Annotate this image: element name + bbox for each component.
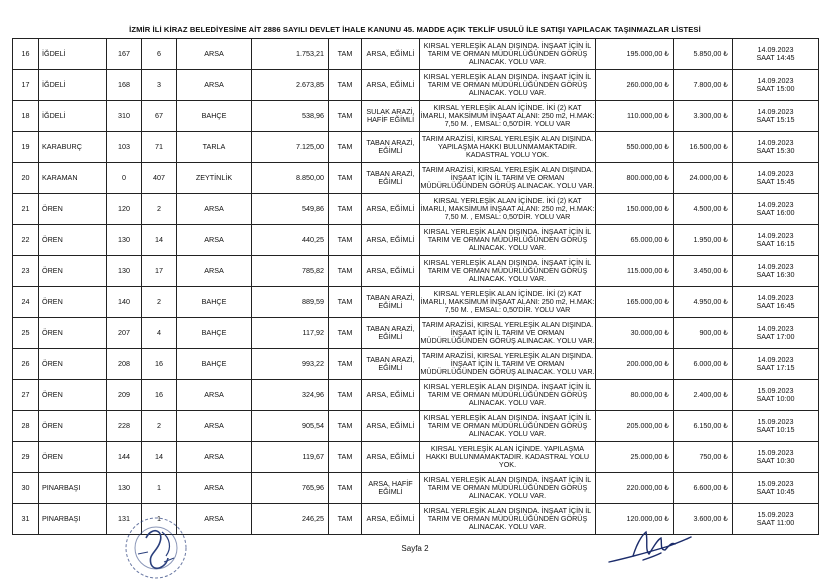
auction-date: 14.09.2023 bbox=[757, 262, 794, 271]
parcel-number: 2 bbox=[142, 194, 177, 225]
zoning-notes: KIRSAL YERLEŞİK ALAN İÇİNDE. İKİ (2) KAT İMARLI, MAKSİMUM İNŞAAT ALANI: 250 m2, H.MAK: 7,50 M. , EMSAL: 0,50'DİR. YOLU VAR bbox=[420, 194, 596, 225]
table-row bbox=[13, 380, 819, 411]
neighborhood: ÖREN bbox=[39, 442, 107, 473]
row-number: 22 bbox=[13, 225, 39, 256]
document-title: İZMİR İLİ KİRAZ BELEDİYESİNE AİT 2886 SAYILI DEVLET İHALE KANUNU 45. MADDE AÇIK TEKLİF USULÜ İLE SATIŞI YAPILACAK TAŞINMAZLAR LİSTESİ bbox=[129, 25, 701, 34]
table-row bbox=[13, 132, 819, 163]
row-number: 29 bbox=[13, 442, 39, 473]
share: TAM bbox=[329, 225, 362, 256]
land-description: ARSA, EĞİMLİ bbox=[362, 39, 420, 70]
land-type: ARSA bbox=[177, 70, 252, 101]
row-number: 25 bbox=[13, 318, 39, 349]
area: 993,22 bbox=[252, 349, 329, 380]
estimated-price: 550.000,00 ₺ bbox=[596, 132, 674, 163]
table-row bbox=[13, 194, 819, 225]
parcel-number: 2 bbox=[142, 411, 177, 442]
share: TAM bbox=[329, 473, 362, 504]
share: TAM bbox=[329, 318, 362, 349]
area: 117,92 bbox=[252, 318, 329, 349]
auction-datetime bbox=[733, 70, 819, 101]
deposit-amount: 6.150,00 ₺ bbox=[674, 411, 733, 442]
land-type: ARSA bbox=[177, 442, 252, 473]
zoning-notes: KIRSAL YERLEŞİK ALAN DIŞINDA. İNŞAAT İÇİN İL TARIM VE ORMAN MÜDÜRLÜĞÜNDEN GÖRÜŞ ALINACAK. YOLU VAR. bbox=[420, 225, 596, 256]
parcel-number: 14 bbox=[142, 442, 177, 473]
neighborhood: ÖREN bbox=[39, 380, 107, 411]
parcel-number: 6 bbox=[142, 39, 177, 70]
auction-datetime bbox=[733, 411, 819, 442]
row-number: 26 bbox=[13, 349, 39, 380]
auction-date: 15.09.2023 bbox=[757, 386, 794, 395]
estimated-price: 30.000,00 ₺ bbox=[596, 318, 674, 349]
neighborhood: İĞDELİ bbox=[39, 39, 107, 70]
estimated-price: 205.000,00 ₺ bbox=[596, 411, 674, 442]
auction-time: SAAT 16:15 bbox=[756, 239, 795, 248]
auction-date: 14.09.2023 bbox=[757, 324, 794, 333]
auction-datetime bbox=[733, 225, 819, 256]
auction-date: 14.09.2023 bbox=[757, 76, 794, 85]
table-row bbox=[13, 473, 819, 504]
land-type: ARSA bbox=[177, 473, 252, 504]
estimated-price: 195.000,00 ₺ bbox=[596, 39, 674, 70]
estimated-price: 115.000,00 ₺ bbox=[596, 256, 674, 287]
deposit-amount: 7.800,00 ₺ bbox=[674, 70, 733, 101]
neighborhood: ÖREN bbox=[39, 256, 107, 287]
neighborhood: KARAMAN bbox=[39, 163, 107, 194]
auction-time: SAAT 11:00 bbox=[756, 518, 795, 527]
area: 549,86 bbox=[252, 194, 329, 225]
share: TAM bbox=[329, 380, 362, 411]
share: TAM bbox=[329, 287, 362, 318]
share: TAM bbox=[329, 132, 362, 163]
block-number: 209 bbox=[107, 380, 142, 411]
block-number: 130 bbox=[107, 256, 142, 287]
block-number: 207 bbox=[107, 318, 142, 349]
land-type: ARSA bbox=[177, 504, 252, 535]
estimated-price: 150.000,00 ₺ bbox=[596, 194, 674, 225]
auction-date: 14.09.2023 bbox=[757, 107, 794, 116]
auction-datetime bbox=[733, 380, 819, 411]
deposit-amount: 3.600,00 ₺ bbox=[674, 504, 733, 535]
auction-date: 15.09.2023 bbox=[757, 510, 794, 519]
zoning-notes: KIRSAL YERLEŞİK ALAN İÇİNDE. YAPILAŞMA HAKKI BULUNMAMAKTADIR. KADASTRAL YOLU YOK. bbox=[420, 442, 596, 473]
land-type: TARLA bbox=[177, 132, 252, 163]
auction-date: 14.09.2023 bbox=[757, 169, 794, 178]
land-description: ARSA, EĞİMLİ bbox=[362, 194, 420, 225]
zoning-notes: KIRSAL YERLEŞİK ALAN DIŞINDA. İNŞAAT İÇİN İL TARIM VE ORMAN MÜDÜRLÜĞÜNDEN GÖRÜŞ ALINACAK. YOLU VAR. bbox=[420, 380, 596, 411]
table-row bbox=[13, 163, 819, 194]
neighborhood: PINARBAŞI bbox=[39, 473, 107, 504]
table-body bbox=[13, 39, 819, 535]
page-number: Sayfa 2 bbox=[401, 544, 429, 553]
auction-date: 14.09.2023 bbox=[757, 200, 794, 209]
land-description: ARSA, EĞİMLİ bbox=[362, 70, 420, 101]
neighborhood: ÖREN bbox=[39, 411, 107, 442]
parcel-number: 3 bbox=[142, 70, 177, 101]
deposit-amount: 16.500,00 ₺ bbox=[674, 132, 733, 163]
land-description: SULAK ARAZİ, HAFİF EĞİMLİ bbox=[362, 101, 420, 132]
land-description: TABAN ARAZİ, EĞİMLİ bbox=[362, 287, 420, 318]
auction-datetime bbox=[733, 194, 819, 225]
zoning-notes: KIRSAL YERLEŞİK ALAN İÇİNDE. İKİ (2) KAT İMARLI, MAKSİMUM İNŞAAT ALANI: 250 m2, H.MAK: 7,50 M. , EMSAL: 0,50'DİR. YOLU VAR bbox=[420, 101, 596, 132]
auction-time: SAAT 17:00 bbox=[756, 332, 795, 341]
area: 440,25 bbox=[252, 225, 329, 256]
table-row bbox=[13, 442, 819, 473]
zoning-notes: TARIM ARAZİSİ, KIRSAL YERLEŞİK ALAN DIŞINDA. İNŞAAT İÇİN İL TARIM VE ORMAN MÜDÜRLÜĞÜNDEN GÖRÜŞ ALINACAK. YOLU VAR. bbox=[420, 349, 596, 380]
auction-date: 14.09.2023 bbox=[757, 293, 794, 302]
area: 889,59 bbox=[252, 287, 329, 318]
auction-datetime bbox=[733, 318, 819, 349]
land-type: ZEYTİNLİK bbox=[177, 163, 252, 194]
share: TAM bbox=[329, 442, 362, 473]
area: 765,96 bbox=[252, 473, 329, 504]
auction-time: SAAT 15:45 bbox=[756, 177, 795, 186]
zoning-notes: TARIM ARAZİSİ, KIRSAL YERLEŞİK ALAN DIŞINDA. İNŞAAT İÇİN İL TARIM VE ORMAN MÜDÜRLÜĞÜNDEN GÖRÜŞ ALINACAK. YOLU VAR. bbox=[420, 163, 596, 194]
auction-date: 14.09.2023 bbox=[757, 138, 794, 147]
block-number: 0 bbox=[107, 163, 142, 194]
area: 119,67 bbox=[252, 442, 329, 473]
deposit-amount: 24.000,00 ₺ bbox=[674, 163, 733, 194]
row-number: 31 bbox=[13, 504, 39, 535]
deposit-amount: 6.000,00 ₺ bbox=[674, 349, 733, 380]
zoning-notes: KIRSAL YERLEŞİK ALAN DIŞINDA. İNŞAAT İÇİN İL TARIM VE ORMAN MÜDÜRLÜĞÜNDEN GÖRÜŞ ALINACAK. YOLU VAR. bbox=[420, 70, 596, 101]
estimated-price: 260.000,00 ₺ bbox=[596, 70, 674, 101]
land-type: ARSA bbox=[177, 39, 252, 70]
row-number: 17 bbox=[13, 70, 39, 101]
block-number: 144 bbox=[107, 442, 142, 473]
share: TAM bbox=[329, 163, 362, 194]
block-number: 130 bbox=[107, 225, 142, 256]
estimated-price: 25.000,00 ₺ bbox=[596, 442, 674, 473]
row-number: 18 bbox=[13, 101, 39, 132]
land-description: TABAN ARAZİ, EĞİMLİ bbox=[362, 349, 420, 380]
table-row bbox=[13, 318, 819, 349]
neighborhood: ÖREN bbox=[39, 349, 107, 380]
auction-date: 15.09.2023 bbox=[757, 448, 794, 457]
share: TAM bbox=[329, 349, 362, 380]
area: 8.850,00 bbox=[252, 163, 329, 194]
row-number: 28 bbox=[13, 411, 39, 442]
estimated-price: 800.000,00 ₺ bbox=[596, 163, 674, 194]
block-number: 140 bbox=[107, 287, 142, 318]
land-type: BAHÇE bbox=[177, 349, 252, 380]
neighborhood: KARABURÇ bbox=[39, 132, 107, 163]
zoning-notes: KIRSAL YERLEŞİK ALAN DIŞINDA. İNŞAAT İÇİN İL TARIM VE ORMAN MÜDÜRLÜĞÜNDEN GÖRÜŞ ALINACAK. YOLU VAR. bbox=[420, 39, 596, 70]
land-description: ARSA, HAFİF EĞİMLİ bbox=[362, 473, 420, 504]
zoning-notes: TARIM ARAZİSİ, KIRSAL YERLEŞİK ALAN DIŞINDA. YAPILAŞMA HAKKI BULUNMAMAKTADIR. KADASTRAL YOLU YOK. bbox=[420, 132, 596, 163]
neighborhood: ÖREN bbox=[39, 318, 107, 349]
estimated-price: 165.000,00 ₺ bbox=[596, 287, 674, 318]
land-type: ARSA bbox=[177, 380, 252, 411]
block-number: 167 bbox=[107, 39, 142, 70]
estimated-price: 200.000,00 ₺ bbox=[596, 349, 674, 380]
land-type: ARSA bbox=[177, 411, 252, 442]
share: TAM bbox=[329, 194, 362, 225]
share: TAM bbox=[329, 504, 362, 535]
land-type: ARSA bbox=[177, 225, 252, 256]
neighborhood: İĞDELİ bbox=[39, 70, 107, 101]
area: 7.125,00 bbox=[252, 132, 329, 163]
deposit-amount: 750,00 ₺ bbox=[674, 442, 733, 473]
neighborhood: PINARBAŞI bbox=[39, 504, 107, 535]
auction-date: 15.09.2023 bbox=[757, 417, 794, 426]
auction-date: 14.09.2023 bbox=[757, 355, 794, 364]
block-number: 228 bbox=[107, 411, 142, 442]
auction-time: SAAT 16:30 bbox=[756, 270, 795, 279]
auction-date: 14.09.2023 bbox=[757, 231, 794, 240]
parcel-number: 1 bbox=[142, 473, 177, 504]
row-number: 23 bbox=[13, 256, 39, 287]
table-row bbox=[13, 349, 819, 380]
auction-datetime bbox=[733, 163, 819, 194]
auction-time: SAAT 17:15 bbox=[756, 363, 795, 372]
block-number: 310 bbox=[107, 101, 142, 132]
zoning-notes: TARIM ARAZİSİ, KIRSAL YERLEŞİK ALAN DIŞINDA. İNŞAAT İÇİN İL TARIM VE ORMAN MÜDÜRLÜĞÜNDEN GÖRÜŞ ALINACAK. YOLU VAR. bbox=[420, 318, 596, 349]
auction-datetime bbox=[733, 504, 819, 535]
land-description: TABAN ARAZİ, EĞİMLİ bbox=[362, 163, 420, 194]
land-description: ARSA, EĞİMLİ bbox=[362, 442, 420, 473]
auction-time: SAAT 15:00 bbox=[756, 84, 795, 93]
auction-datetime bbox=[733, 101, 819, 132]
area: 1.753,21 bbox=[252, 39, 329, 70]
deposit-amount: 4.500,00 ₺ bbox=[674, 194, 733, 225]
parcel-number: 71 bbox=[142, 132, 177, 163]
row-number: 21 bbox=[13, 194, 39, 225]
table-row bbox=[13, 101, 819, 132]
land-description: TABAN ARAZİ, EĞİMLİ bbox=[362, 318, 420, 349]
parcel-number: 407 bbox=[142, 163, 177, 194]
table-row bbox=[13, 39, 819, 70]
zoning-notes: KIRSAL YERLEŞİK ALAN DIŞINDA. İNŞAAT İÇİN İL TARIM VE ORMAN MÜDÜRLÜĞÜNDEN GÖRÜŞ ALINACAK. YOLU VAR. bbox=[420, 411, 596, 442]
land-description: TABAN ARAZİ, EĞİMLİ bbox=[362, 132, 420, 163]
table-row bbox=[13, 225, 819, 256]
area: 246,25 bbox=[252, 504, 329, 535]
table-row bbox=[13, 256, 819, 287]
deposit-amount: 2.400,00 ₺ bbox=[674, 380, 733, 411]
row-number: 30 bbox=[13, 473, 39, 504]
parcel-number: 14 bbox=[142, 225, 177, 256]
share: TAM bbox=[329, 101, 362, 132]
block-number: 130 bbox=[107, 473, 142, 504]
deposit-amount: 900,00 ₺ bbox=[674, 318, 733, 349]
deposit-amount: 3.450,00 ₺ bbox=[674, 256, 733, 287]
area: 324,96 bbox=[252, 380, 329, 411]
parcel-number: 17 bbox=[142, 256, 177, 287]
share: TAM bbox=[329, 70, 362, 101]
auction-datetime bbox=[733, 256, 819, 287]
neighborhood: ÖREN bbox=[39, 225, 107, 256]
block-number: 131 bbox=[107, 504, 142, 535]
property-table bbox=[12, 38, 819, 535]
row-number: 16 bbox=[13, 39, 39, 70]
auction-time: SAAT 15:30 bbox=[756, 146, 795, 155]
auction-time: SAAT 10:00 bbox=[756, 394, 795, 403]
row-number: 27 bbox=[13, 380, 39, 411]
zoning-notes: KIRSAL YERLEŞİK ALAN DIŞINDA. İNŞAAT İÇİN İL TARIM VE ORMAN MÜDÜRLÜĞÜNDEN GÖRÜŞ ALINACAK. YOLU VAR. bbox=[420, 473, 596, 504]
auction-time: SAAT 16:45 bbox=[756, 301, 795, 310]
share: TAM bbox=[329, 39, 362, 70]
auction-date: 14.09.2023 bbox=[757, 45, 794, 54]
zoning-notes: KIRSAL YERLEŞİK ALAN DIŞINDA. İNŞAAT İÇİN İL TARIM VE ORMAN MÜDÜRLÜĞÜNDEN GÖRÜŞ ALINACAK. YOLU VAR. bbox=[420, 504, 596, 535]
land-type: ARSA bbox=[177, 194, 252, 225]
land-description: ARSA, EĞİMLİ bbox=[362, 380, 420, 411]
auction-time: SAAT 10:45 bbox=[756, 487, 795, 496]
row-number: 24 bbox=[13, 287, 39, 318]
row-number: 20 bbox=[13, 163, 39, 194]
block-number: 208 bbox=[107, 349, 142, 380]
area: 905,54 bbox=[252, 411, 329, 442]
estimated-price: 120.000,00 ₺ bbox=[596, 504, 674, 535]
auction-datetime bbox=[733, 349, 819, 380]
auction-time: SAAT 15:15 bbox=[756, 115, 795, 124]
land-type: ARSA bbox=[177, 256, 252, 287]
neighborhood: ÖREN bbox=[39, 287, 107, 318]
estimated-price: 110.000,00 ₺ bbox=[596, 101, 674, 132]
zoning-notes: KIRSAL YERLEŞİK ALAN DIŞINDA. İNŞAAT İÇİN İL TARIM VE ORMAN MÜDÜRLÜĞÜNDEN GÖRÜŞ ALINACAK. YOLU VAR. bbox=[420, 256, 596, 287]
deposit-amount: 1.950,00 ₺ bbox=[674, 225, 733, 256]
land-type: BAHÇE bbox=[177, 318, 252, 349]
neighborhood: ÖREN bbox=[39, 194, 107, 225]
auction-datetime bbox=[733, 442, 819, 473]
parcel-number: 16 bbox=[142, 349, 177, 380]
table-row bbox=[13, 411, 819, 442]
auction-datetime bbox=[733, 39, 819, 70]
share: TAM bbox=[329, 411, 362, 442]
estimated-price: 65.000,00 ₺ bbox=[596, 225, 674, 256]
table-row bbox=[13, 287, 819, 318]
block-number: 120 bbox=[107, 194, 142, 225]
row-number: 19 bbox=[13, 132, 39, 163]
auction-datetime bbox=[733, 132, 819, 163]
auction-datetime bbox=[733, 287, 819, 318]
auction-time: SAAT 10:30 bbox=[756, 456, 795, 465]
share: TAM bbox=[329, 256, 362, 287]
table-row bbox=[13, 70, 819, 101]
land-description: ARSA, EĞİMLİ bbox=[362, 256, 420, 287]
parcel-number: 1 bbox=[142, 504, 177, 535]
deposit-amount: 4.950,00 ₺ bbox=[674, 287, 733, 318]
land-type: BAHÇE bbox=[177, 287, 252, 318]
area: 538,96 bbox=[252, 101, 329, 132]
land-description: ARSA, EĞİMLİ bbox=[362, 225, 420, 256]
land-description: ARSA, EĞİMLİ bbox=[362, 504, 420, 535]
auction-time: SAAT 16:00 bbox=[756, 208, 795, 217]
land-type: BAHÇE bbox=[177, 101, 252, 132]
deposit-amount: 5.850,00 ₺ bbox=[674, 39, 733, 70]
auction-time: SAAT 10:15 bbox=[756, 425, 795, 434]
zoning-notes: KIRSAL YERLEŞİK ALAN İÇİNDE. İKİ (2) KAT İMARLI, MAKSİMUM İNŞAAT ALANI: 250 m2, H.MAK: 7,50 M. , EMSAL: 0,50'DİR. YOLU VAR bbox=[420, 287, 596, 318]
deposit-amount: 3.300,00 ₺ bbox=[674, 101, 733, 132]
estimated-price: 220.000,00 ₺ bbox=[596, 473, 674, 504]
deposit-amount: 6.600,00 ₺ bbox=[674, 473, 733, 504]
parcel-number: 16 bbox=[142, 380, 177, 411]
signature bbox=[605, 522, 695, 572]
neighborhood: İĞDELİ bbox=[39, 101, 107, 132]
auction-time: SAAT 14:45 bbox=[756, 53, 795, 62]
estimated-price: 80.000,00 ₺ bbox=[596, 380, 674, 411]
area: 2.673,85 bbox=[252, 70, 329, 101]
block-number: 168 bbox=[107, 70, 142, 101]
parcel-number: 4 bbox=[142, 318, 177, 349]
land-description: ARSA, EĞİMLİ bbox=[362, 411, 420, 442]
parcel-number: 67 bbox=[142, 101, 177, 132]
auction-datetime bbox=[733, 473, 819, 504]
parcel-number: 2 bbox=[142, 287, 177, 318]
area: 785,82 bbox=[252, 256, 329, 287]
auction-date: 15.09.2023 bbox=[757, 479, 794, 488]
block-number: 103 bbox=[107, 132, 142, 163]
